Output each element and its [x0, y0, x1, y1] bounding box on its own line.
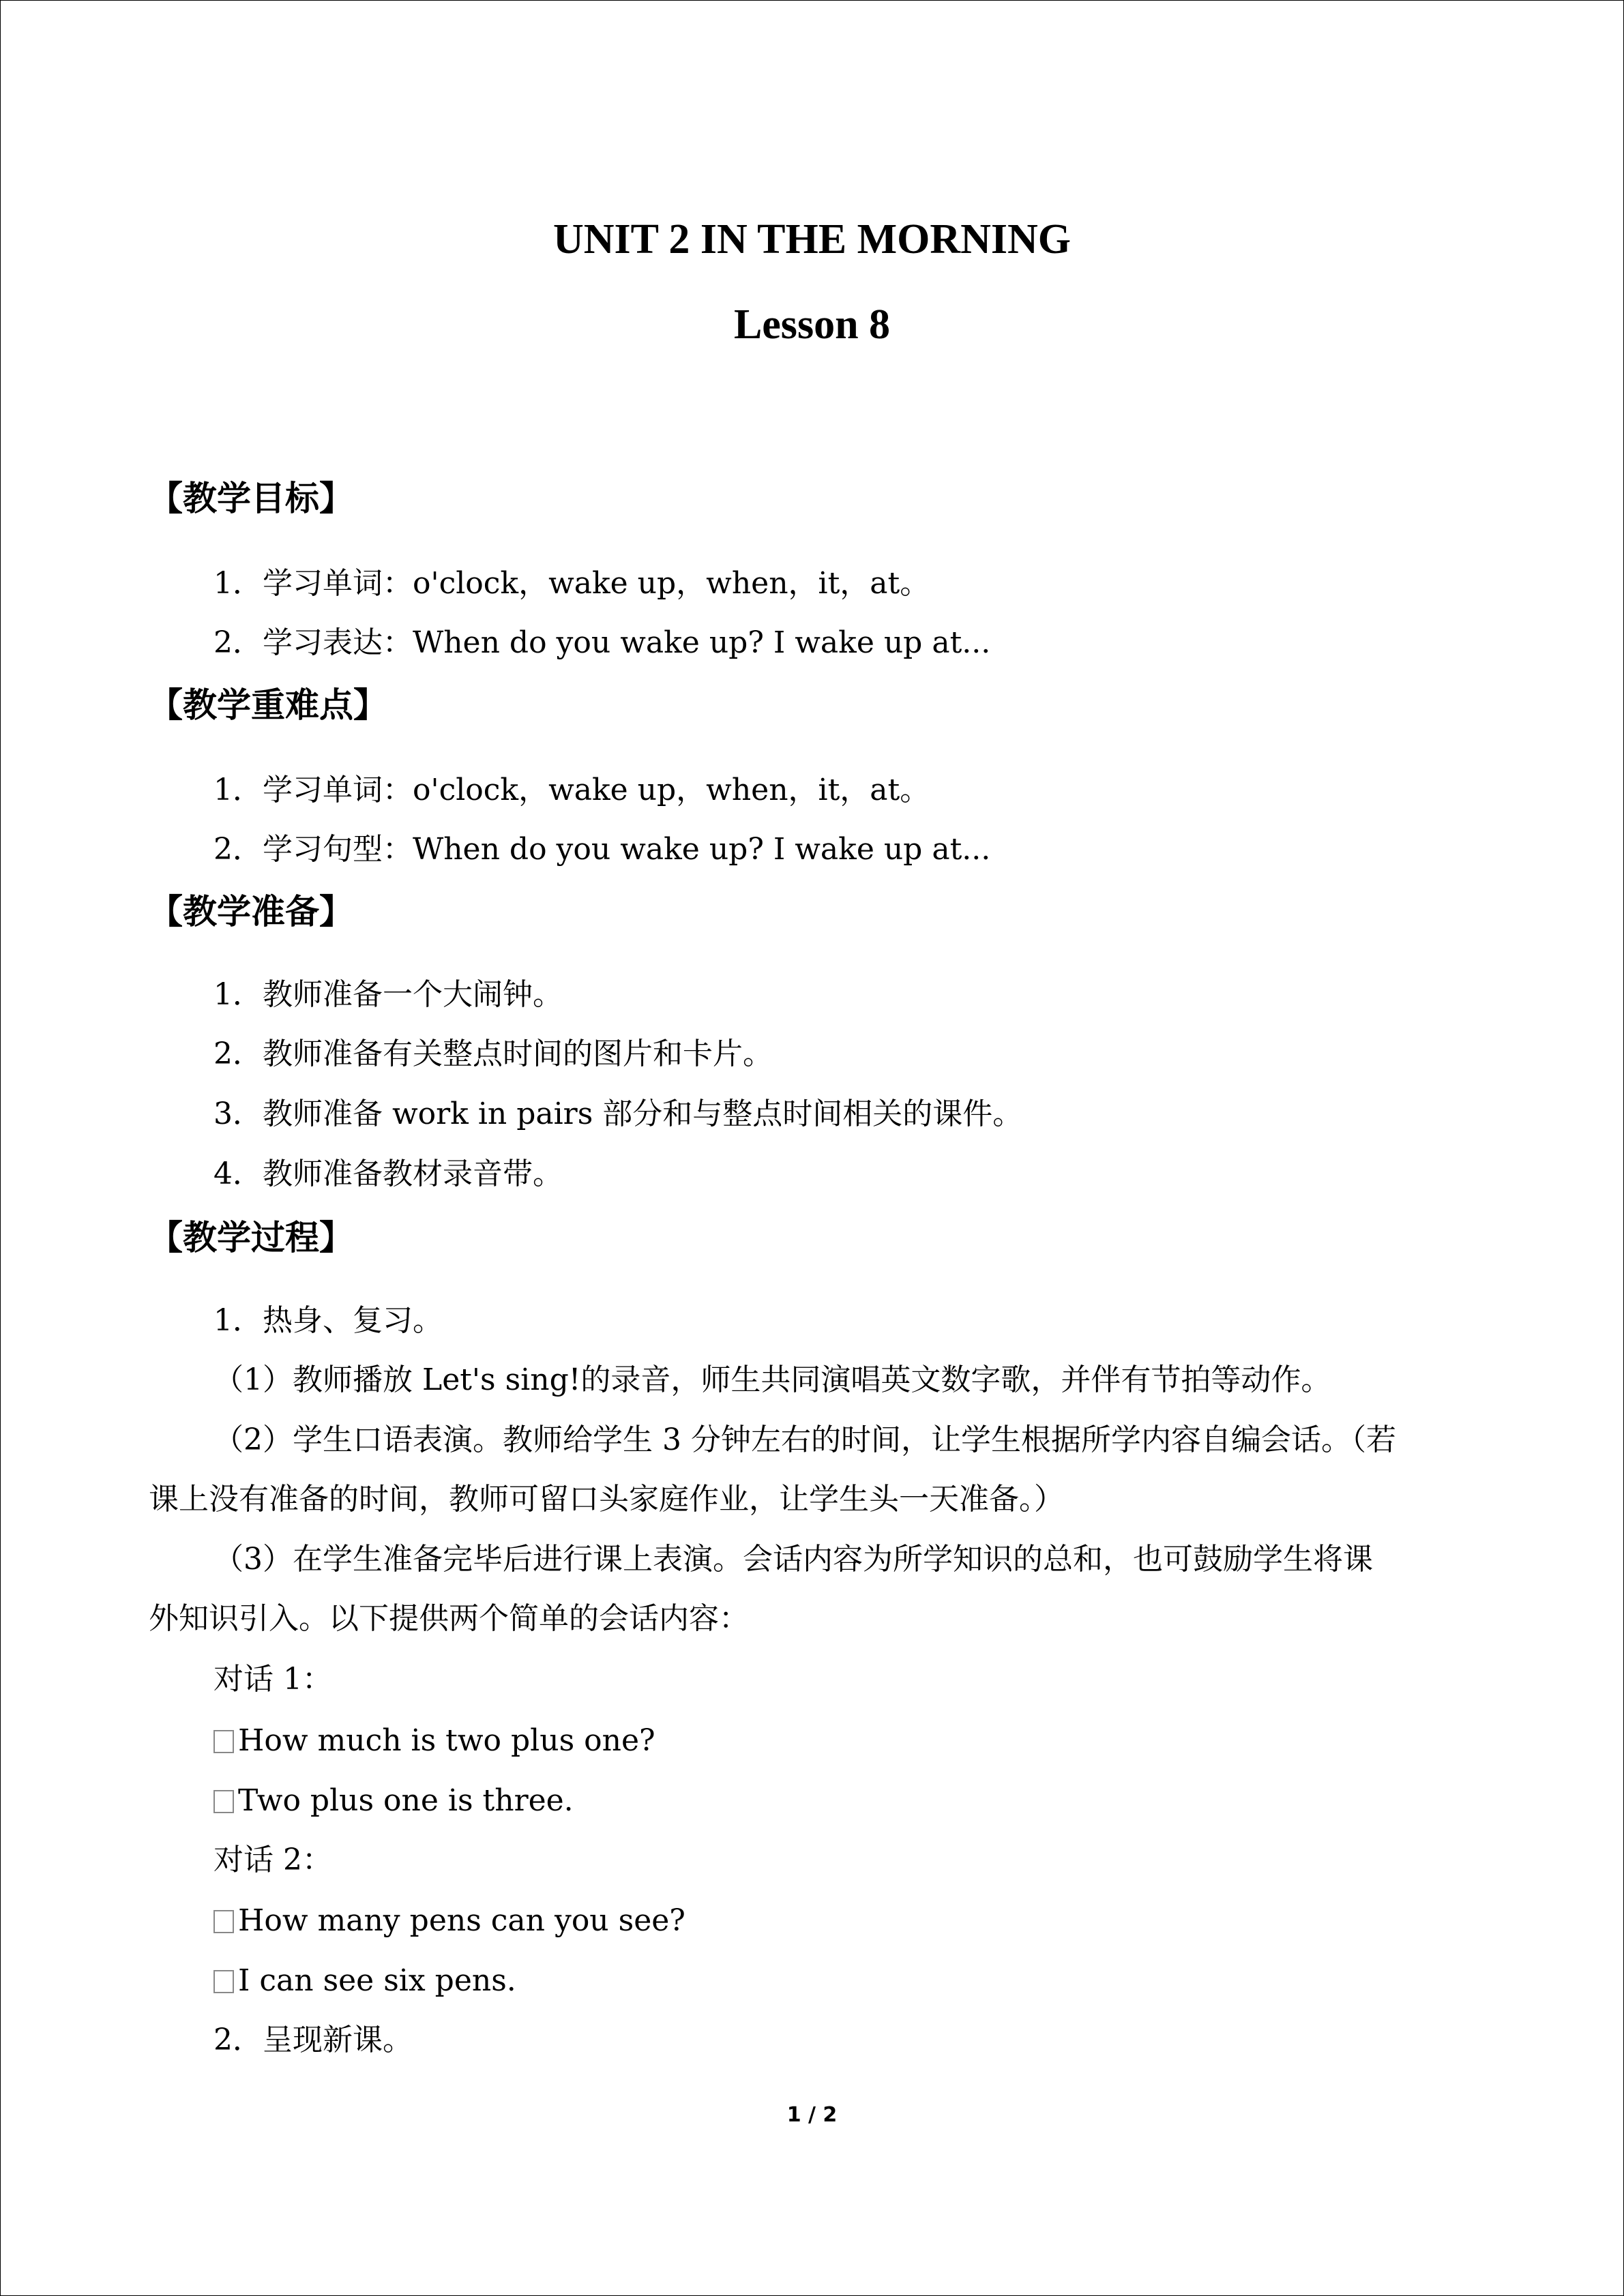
process-step-1: 1．热身、复习。 — [213, 1303, 443, 1338]
key-point-item: 2．学习句型：When do you wake up? I wake up at... — [213, 832, 991, 867]
process-paragraph: 课上没有准备的时间，教师可留口头家庭作业，让学生头一天准备。） — [149, 1482, 1064, 1517]
process-paragraph: （2）学生口语表演。教师给学生 3 分钟左右的时间，让学生根据所学内容自编会话。（若 — [213, 1422, 1396, 1457]
dialog-line: Two plus one is three. — [213, 1786, 574, 1816]
dialog-line: How much is two plus one? — [213, 1726, 655, 1756]
box-placeholder-icon — [213, 1730, 234, 1753]
preparation-item: 2．教师准备有关整点时间的图片和卡片。 — [213, 1037, 773, 1071]
dialog-line: I can see six pens. — [213, 1966, 516, 1996]
objective-item: 1．学习单词：o'clock，wake up，when，it，at。 — [213, 566, 930, 601]
process-paragraph: （3）在学生准备完毕后进行课上表演。会话内容为所学知识的总和，也可鼓励学生将课 — [213, 1542, 1373, 1577]
section-heading-process: 【教学过程】 — [149, 1217, 353, 1257]
section-heading-objectives: 【教学目标】 — [149, 478, 353, 518]
dialog-label: 对话 2： — [213, 1843, 332, 1877]
document-subtitle: Lesson 8 — [733, 301, 891, 348]
preparation-item: 1．教师准备一个大闹钟。 — [213, 977, 563, 1012]
box-placeholder-icon — [213, 1910, 234, 1933]
box-placeholder-icon — [213, 1970, 234, 1993]
box-placeholder-icon — [213, 1790, 234, 1813]
dialog-label: 对话 1： — [213, 1662, 332, 1697]
objective-item: 2．学习表达：When do you wake up? I wake up at... — [213, 625, 991, 660]
preparation-item: 4．教师准备教材录音带。 — [213, 1157, 563, 1191]
key-point-item: 1．学习单词：o'clock，wake up，when，it，at。 — [213, 773, 930, 807]
section-heading-key-points: 【教学重难点】 — [149, 685, 387, 725]
page-number: 1 / 2 — [786, 2103, 838, 2127]
document-title: UNIT 2 IN THE MORNING — [552, 216, 1072, 263]
process-paragraph: （1）教师播放 Let's sing!的录音，师生共同演唱英文数字歌，并伴有节拍等动作。 — [213, 1362, 1331, 1397]
dialog-line: How many pens can you see? — [213, 1906, 685, 1936]
process-step-2: 2．呈现新课。 — [213, 2023, 413, 2057]
section-heading-preparation: 【教学准备】 — [149, 891, 353, 931]
preparation-item: 3．教师准备 work in pairs 部分和与整点时间相关的课件。 — [213, 1097, 1023, 1131]
process-paragraph: 外知识引入。以下提供两个简单的会话内容： — [149, 1601, 749, 1636]
